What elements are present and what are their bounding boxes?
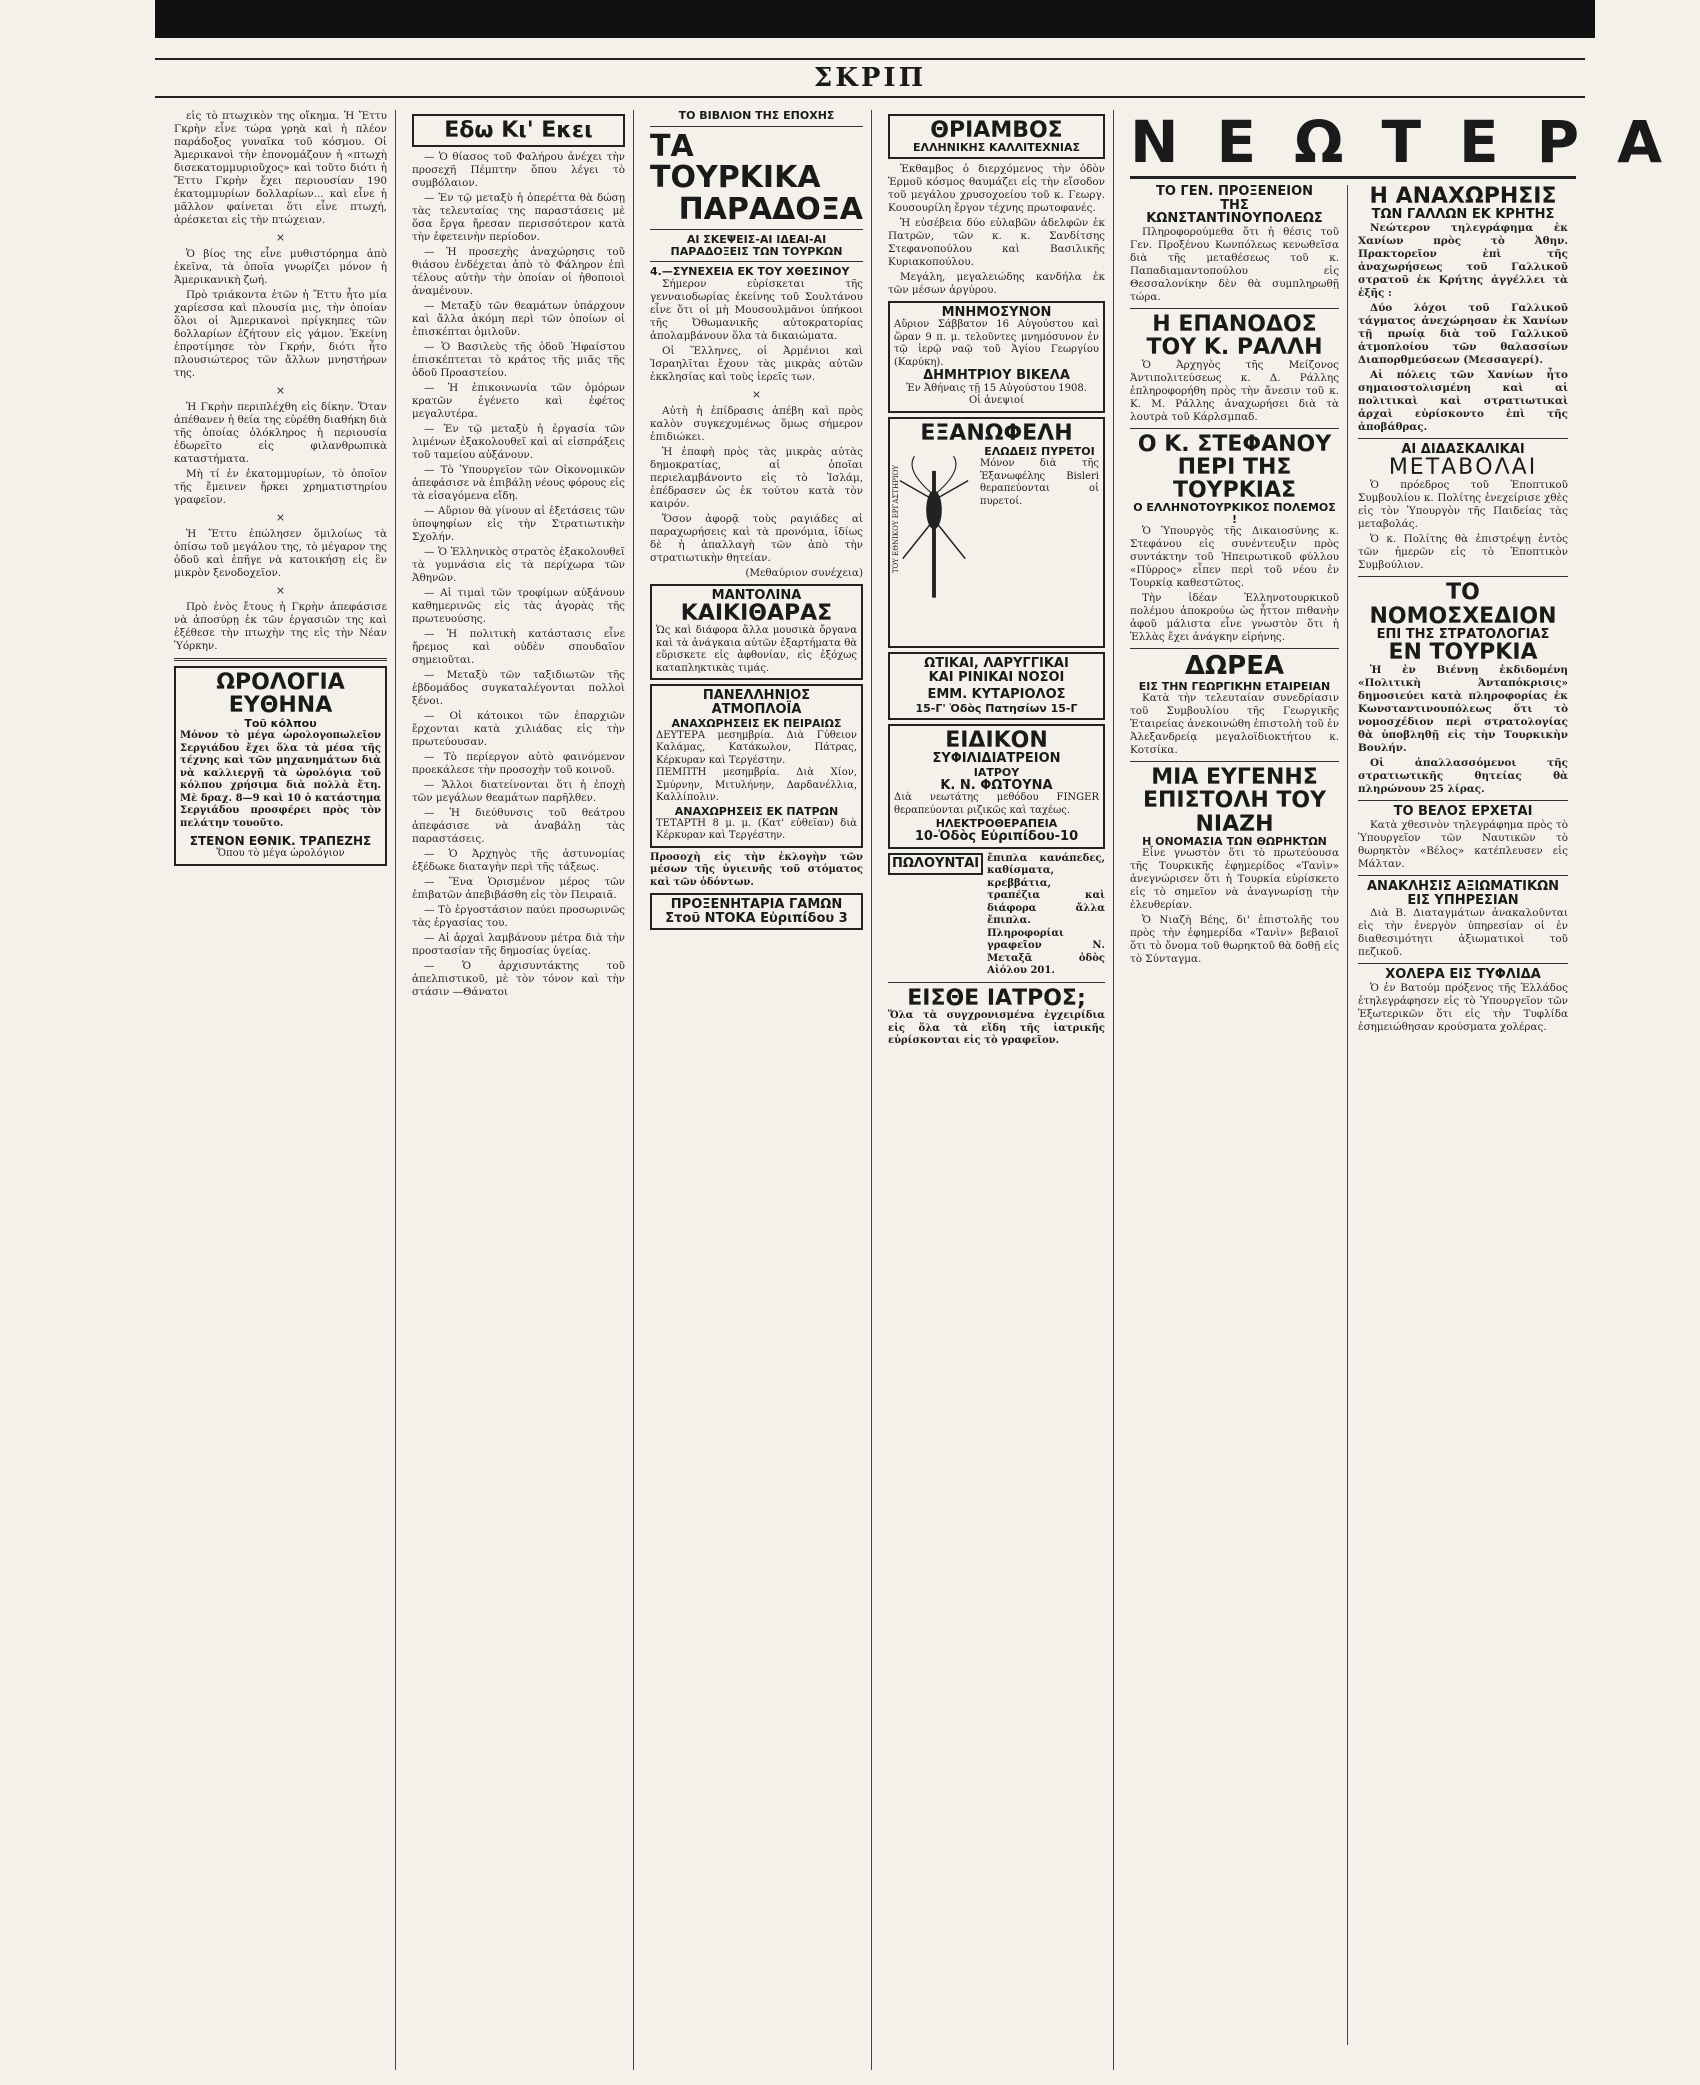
masthead xyxy=(155,58,1585,98)
headline-2: ΕΙΣ ΥΠΗΡΕΣΙΑΝ xyxy=(1407,892,1519,908)
brief: — Ὁ θίασος τοῦ Φαλήρου ἀνέχει τὴν προσεχῆ Πέμπτην ὅπου λέγει τὸ συμβόλαιον. xyxy=(412,151,625,190)
paragraph: Ὁ κ. Πολίτης θὰ ἐπιστρέψῃ ἐντὸς τῶν ἡμερῶν εἰς τὸ Ἐποπτικὸν Συμβούλιον. xyxy=(1358,533,1568,572)
headline-2: ΕΠΙΣΤΟΛΗ ΤΟΥ ΝΙΑΖΗ xyxy=(1142,788,1327,837)
paragraph: Ἡ ἐν Βιέννῃ ἐκδιδομένη «Πολιτικὴ Ἀνταπόκρισις» δημοσιεύει κατὰ πληροφορίας ἐκ Κωνσταντινουπόλεως ὅτι τὸ νομοσχέδιον περὶ στρατολογίας θὰ ὑποβληθῇ εἰς τὴν Τουρκικὴν Βουλήν. xyxy=(1358,664,1568,755)
paragraph: Ἡ Γκρὴν περιπλέχθη εἰς δίκην. Ὅταν ἀπέθανεν ἡ θεία της εὑρέθη διαθήκη διὰ τῆς ὁποίας ὁλόκληρος ἡ περιουσία ἐδωρεῖτο εἰς φιλανθρωπικὰ καταστήματα. xyxy=(174,401,387,465)
divider xyxy=(650,229,863,230)
brief: — Ὁ ἀρχισυντάκτης τοῦ ἀπελπιστικοῦ, μὲ τὸν τόνον καὶ τὴν στάσιν —Θάνατοι xyxy=(412,960,625,999)
mosquito-icon xyxy=(895,449,973,639)
headline-2: ΤΟΥ Κ. ΡΑΛΛΗ xyxy=(1146,335,1323,361)
paragraph: Ὁ Ὑπουργὸς τῆς Δικαιοσύνης κ. Στεφάνου εἰς συνέντευξιν πρὸς συντάκτην τοῦ Ἠπειρωτικοῦ φύλλου «Πύρρος» εἶπεν περὶ τοῦ νέου ἐν Τουρκίᾳ καθεστῶτος. xyxy=(1130,525,1340,590)
divider xyxy=(174,658,387,661)
paragraph: Ἐκθαμβος ὁ διερχόμενος τὴν ὁδὸν Ἑρμοῦ κόσμος θαυμάζει εἰς τὴν εἴσοδον τοῦ μεγάλου χρυσοχοείου τοῦ κ. Γεωργ. Κουσουρίλη ἔργον τέχνης πρωτοφανές. xyxy=(888,162,1105,214)
paragraph: Κατὰ τὴν τελευταίαν συνεδρίασιν τοῦ Συμβουλίου τῆς Γεωργικῆς Ἑταιρείας ἀνεκοινώθη ἐπιστολὴ τοῦ ἐν Ἀλεξανδρείᾳ μεγαλοϊδιοκτήτου κ. Κοτσίκα. xyxy=(1130,692,1340,757)
paragraph: Μεγάλη, μεγαλειώδης κανδήλα ἐκ τῶν μέσων ἀργύρου. xyxy=(888,270,1105,296)
news-subcolumn-2 xyxy=(1358,185,1576,2045)
paragraph: Μὴ τί ἐν ἑκατομμυρίων, τὸ ὁποῖον τῆς ἔμεινεν ἤρκει χρηματιστηρίου γραφεῖον. xyxy=(174,468,387,506)
brief: — Αὔριον θὰ γίνουν αἱ ἐξετάσεις τῶν ὑποψηφίων εἰς τὴν Στρατιωτικὴν Σχολήν. xyxy=(412,505,625,544)
ad-title-2: ΚΑΙ ΡΙΝΙΚΑΙ ΝΟΣΟΙ xyxy=(928,669,1065,685)
brief: — Ἡ πολιτικὴ κατάστασις εἶνε ἤρεμος καὶ οὐδὲν σπουδαῖον σημειοῦται. xyxy=(412,628,625,667)
ad-shipping xyxy=(650,684,863,847)
headline: ΧΟΛΕΡΑ ΕΙΣ ΤΥΦΛΙΔΑ xyxy=(1385,967,1541,983)
headline-2: ΤΗΣ ΚΩΝΣΤΑΝΤΙΝΟΥΠΟΛΕΩΣ xyxy=(1146,197,1323,227)
subheadline: Η ΟΝΟΜΑΣΙΑ ΤΩΝ ΘΩΡΗΚΤΩΝ xyxy=(1142,834,1327,848)
subheadline: ΑΙ ΣΚΕΨΕΙΣ-ΑΙ ΙΔΕΑΙ-ΑΙ ΠΑΡΑΔΟΞΕΙΣ ΤΩΝ ΤΟΥΡΚΩΝ xyxy=(670,233,843,258)
continuation-note: (Μεθαύριον συνέχεια) xyxy=(745,566,863,579)
ad-text: Μόνον τὸ μέγα ὡρολογοπωλεῖον Σεργιάδου ἔχει ὅλα τὰ μέσα τῆς τέχνης καὶ τῶν μηχανημάτων διὰ νὰ καλλιεργῇ τὰ ὡρολόγια τοῦ κόλπου χρήσιμα διὰ πολλὰ ἔτη. Μὲ δραχ. 8—9 καὶ 10 ὁ κατάστημα Σεργιάδου προσφέρει πρὸς τὸν πελάτην τουοῦτο. xyxy=(180,730,381,829)
ad-title-2: ΣΥΦΙΛΙΔΙΑΤΡΕΙΟΝ xyxy=(932,751,1061,767)
latest-news-banner: ΝΕΩΤΕΡΑ xyxy=(1130,110,1576,179)
ad-title: ΕΞΑΝΩΦΕΛΗ xyxy=(920,420,1073,446)
ad-address: Στοῦ ΝΤΟΚΑ Εὐριπίδου 3 xyxy=(665,910,848,926)
divider xyxy=(1358,576,1568,577)
memorial-name: ΔΗΜΗΤΡΙΟΥ ΒΙΚΕΛΑ xyxy=(923,368,1070,384)
separator: × xyxy=(275,231,286,244)
ad-text-2: ΠΕΜΠΤΗ μεσημβρία. Διὰ Χίον, Σμύρνην, Μιτυλήνην, Δαρδανέλλια, Καλλίπολιν. xyxy=(656,767,857,804)
column-latest-news xyxy=(1124,108,1700,2070)
paragraph: Ὁ πρόεδρος τοῦ Ἐποπτικοῦ Συμβουλίου κ. Πολίτης ἐνεχείρισε χθὲς εἰς τὸν Ὑπουργὸν τῆς Παιδείας τὰς μεταβολάς. xyxy=(1358,479,1568,531)
memorial-title: ΜΝΗΜΟΣΥΝΟΝ xyxy=(941,304,1052,320)
paragraph: Σήμερον εὑρίσκεται τῆς γενναιοδωρίας ἐκείνης τοῦ Σουλτάνου εἶνε ὅτι οἱ μὴ Μουσουλμᾶνοι ὑπήκοοι τῆς Ὀθωμανικῆς αὐτοκρατορίας ἀπολαμβάνουν ὅλα τὰ δικαιώματα. xyxy=(650,277,863,342)
brief: — Μεταξὺ τῶν θεαμάτων ὑπάρχουν καὶ ἄλλα ἀκόμη περὶ τῶν ὁποίων οἱ ἐπισκέπται ὁμιλοῦν. xyxy=(412,300,625,339)
subheadline: ΕΙΣ ΤΗΝ ΓΕΩΡΓΙΚΗΝ ΕΤΑΙΡΕΙΑΝ xyxy=(1138,679,1331,693)
kicker: ΤΟ ΒΙΒΛΙΟΝ ΤΗΣ ΕΠΟΧΗΣ xyxy=(678,109,835,122)
brief: — Τὸ ἐργοστάσιον παύει προσωρινῶς τὰς ἐργασίας του. xyxy=(412,904,625,930)
ad-mandolins xyxy=(650,584,863,681)
brief: — Ἐν τῷ μεταξὺ ἡ ἐργασία τῶν λιμένων ἐξακολουθεῖ καὶ αἱ εἰσπράξεις τοῦ ταμείου αὐξάνουν. xyxy=(412,423,625,462)
ad-dental: Προσοχὴ εἰς τὴν ἐκλογὴν τῶν μέσων τῆς ὑγιεινῆς τοῦ στόματος καὶ τῶν ὀδόντων. xyxy=(650,851,863,888)
paragraph: Ὁ Νιαζὴ Βέης, δι' ἐπιστολῆς του πρὸς τὴν ἐφημερίδα «Τανὶν» βεβαιοῖ ὅτι τὸ ὄνομα τοῦ θωρηκτοῦ θὰ δοθῇ εἰς τὸ Σύνταγμα. xyxy=(1130,914,1340,966)
ad-title: ΩΤΙΚΑΙ, ΛΑΡΥΓΓΙΚΑΙ xyxy=(924,656,1069,672)
brief: — Ἕνα Ὁρισμένον μέρος τῶν ἐπιβατῶν ἀπεβιβάσθη εἰς τὸν Πειραιᾶ. xyxy=(412,876,625,902)
column-4 xyxy=(882,110,1114,2070)
ad-stamp-text: ΤΟΥ ΕΘΝΙΚΟΥ ΕΡΓΑΣΤΗΡΙΟΥ xyxy=(892,465,900,574)
article-turkish xyxy=(650,278,863,580)
ad-footer-2: Ὅπου τὸ μέγα ὡρολόγιον xyxy=(216,848,345,860)
brief: — Ὁ Ἐλληνικὸς στρατὸς ἐξακολουθεῖ τὰ γυμνάσια εἰς τὰ περίχωρα τῶν Ἀθηνῶν. xyxy=(412,546,625,585)
ad-name: ΕΜΜ. ΚΥΤΑΡΙΟΛΟΣ xyxy=(927,687,1066,703)
divider xyxy=(1130,648,1339,649)
headline: ΤΟ ΓΕΝ. ΠΡΟΞΕΝΕΙΟΝ xyxy=(1155,184,1314,199)
ad-title-2: ΚΑΙΚΙΘΑΡΑΣ xyxy=(680,601,833,627)
paragraph: Πρὸ ἑνὸς ἔτους ἡ Γκρὴν ἀπεφάσισε νὰ ἀποσύρῃ ἐκ τῶν ἐργασιῶν της καὶ ἐξέθεσε τὴν πτωχὴν της εἰς τὴν Νέαν Ὑόρκην. xyxy=(174,601,387,652)
news-briefs xyxy=(412,151,625,999)
headline-2: ΤΩΝ ΓΑΛΛΩΝ ΕΚ ΚΡΗΤΗΣ xyxy=(1371,207,1555,223)
ad-exanofeli xyxy=(888,417,1105,648)
ad-ent-doctor xyxy=(888,652,1105,720)
paragraph: Δύο λόχοι τοῦ Γαλλικοῦ τάγματος ἀνεχώρησαν ἐκ Χανίων τῇ πρωίᾳ διὰ τοῦ Γαλλικοῦ ἀτμοπλοίου τῶν θαλασσίων Διαπορθμεύσεων (Μεσσαγερί). xyxy=(1358,301,1568,366)
brief: — Τὸ Ὑπουργεῖον τῶν Οἰκονομικῶν ἀπεφάσισε νὰ ἐπιβάλῃ νέους φόρους εἰς τὰ εἰσαγόμενα εἴδη. xyxy=(412,464,625,503)
ad-matchmaker xyxy=(650,893,863,930)
paragraph: Νεώτερον τηλεγράφημα ἐκ Χανίων πρὸς τὸ Ἀθην. Πρακτορεῖον ἐπὶ τῆς ἀναχωρήσεως τοῦ Γαλλικοῦ στρατοῦ ἐκ Κρήτης ἀγγέλλει τὰ ἑξῆς : xyxy=(1358,221,1568,299)
headline: Η ΑΝΑΧΩΡΗΣΙΣ xyxy=(1369,184,1557,209)
paragraph: Ὁ ἐν Βατούμ πρόξενος τῆς Ἑλλάδος ἐτηλεγράφησεν εἰς τὸ Ὑπουργεῖον τῶν Ἐξωτερικῶν ὅτι εἰς τὴν Τυφλίδα ἐσημειώθησαν κρούσματα χολέρας. xyxy=(1358,981,1568,1033)
column-3 xyxy=(644,110,872,2070)
separator: × xyxy=(275,584,286,597)
paragraph: Αἱ πόλεις τῶν Χανίων ἦτο σημαιοστολισμένη καὶ αἱ πολιτικαὶ καὶ στρατιωτικαὶ ἀρχαὶ εὑρίσκοντο ἐπὶ τῆς ἀποβάθρας. xyxy=(1358,368,1568,433)
brief: — Ἡ διεύθυνσις τοῦ θεάτρου ἀπεφάσισε νὰ ἀναβάλῃ τὰς παραστάσεις. xyxy=(412,807,625,846)
headline: ΤΟ ΒΕΛΟΣ ΕΡΧΕΤΑΙ xyxy=(1393,804,1533,820)
ad-clinic xyxy=(888,724,1105,849)
headline-box xyxy=(888,114,1105,159)
ad-title: ΠΩΛΟΥΝΤΑΙ xyxy=(888,853,983,875)
ad-title: ΩΡΟΛΟΓΙΑ ΕΥΘΗΝΑ xyxy=(216,670,345,719)
ad-subtitle-2: ΑΝΑΧΩΡΗΣΕΙΣ ΕΚ ΠΑΤΡΩΝ xyxy=(674,804,839,818)
paragraph: Αὐτὴ ἡ ἐπίδρασις ἀπέβη καὶ πρὸς καλὸν συγκεχυμένως ὅμως σήμερον ἐπιδιώκει. xyxy=(650,404,863,443)
headline: ΤΟ ΝΟΜΟΣΧΕΔΙΟΝ xyxy=(1369,580,1557,629)
separator: × xyxy=(275,384,286,397)
ad-watches xyxy=(174,666,387,866)
paragraph: Ἡ ἐπαφὴ πρὸς τὰς μικρὰς αὐτὰς δημοκρατίας, αἱ ὁποῖαι περιελαμβάνοντο εἰς τὸ Ἰσλάμ, ἐπέδρασεν ὡς ἐκ τούτου κατὰ τὸν καιρόν. xyxy=(650,445,863,510)
paragraph: Ὁ Ἀρχηγὸς τῆς Μείζονος Ἀντιπολιτεύσεως κ. Δ. Ράλλης ἐπληροφορήθη πρὸς τὴν ἄνεσιν τοῦ κ. Κ. Μ. Ράλλης ἀναχωρήσει διὰ τὰ λουτρὰ τοῦ Κάρλσμπαδ. xyxy=(1130,359,1340,424)
divider xyxy=(1358,963,1568,964)
memorial-text: Αὔριον Σάββατον 16 Αὐγούστου καὶ ὥραν 9 π. μ. τελοῦντες μνημόσυνον ἐν τῷ ἱερῷ ναῷ τοῦ Ἁγίου Γεωργίου (Καρύκη). xyxy=(894,319,1099,368)
paragraph: Εἶνε γνωστὸν ὅτι τὸ πρωτεύουσα τῆς Τουρκικῆς ἐφημερίδος «Τανὶν» ἀνεγνώρισεν ὅτι ἡ Τουρκία εὑρίσκετο εἰς τὸ σημεῖον νὰ ἀναγνωρίσῃ τὴν ἐλευθερίαν. xyxy=(1130,847,1340,912)
separator: × xyxy=(275,511,286,524)
brief: — Μεταξὺ τῶν ταξιδιωτῶν τῆς ἑβδομάδος συγκαταλέγονται πολλοὶ ξένοι. xyxy=(412,669,625,708)
headline-2: ΠΕΡΙ ΤΗΣ ΤΟΥΡΚΙΑΣ xyxy=(1172,455,1297,504)
ad-text: ΔΕΥΤΕΡΑ μεσημβρία. Διὰ Γύθειον Καλάμας, Κατάκωλον, Πάτρας, Κέρκυραν καὶ Τεργέστην. xyxy=(656,729,857,766)
divider xyxy=(888,982,1105,983)
memorial-notice xyxy=(888,301,1105,413)
article-green xyxy=(174,110,387,653)
paragraph: Οἱ Ἕλληνες, οἱ Ἀρμένιοι καὶ Ἰσραηλῖται ἔχουν τὰς μικρὰς αὐτῶν ἐκκλησίας καὶ τοὺς ἱερεῖς των. xyxy=(650,344,863,383)
newspaper-page xyxy=(168,108,1700,2070)
paragraph: Πληροφορούμεθα ὅτι ἡ θέσις τοῦ Γεν. Προξένου Κωνπόλεως κενωθεῖσα διὰ τῆς μεταθέσεως τοῦ κ. Παπαδιαμαντοπούλου εἰς Θεσσαλονίκην δὲν θὰ συμπληρωθῇ τώρα. xyxy=(1130,225,1340,303)
paragraph: Πρὸ τριάκοντα ἐτῶν ἡ Ἔττυ ἦτο μία χαρίεσσα καὶ πλουσία μις, τὴν ὁποίαν ὅλοι οἱ Ἀμερικανοὶ πρίγκηπες τῶν δολλαρίων ἐζήτουν εἰς γάμον. Ἐκείνη ἐπροτίμησε τὸν Γκρήν, διότι ἦτο πλουσιώτερος τῶν ἄλλων μνηστήρων της. xyxy=(174,289,387,379)
ad-subtitle: ΕΛΩΔΕΙΣ ΠΥΡΕΤΟΙ xyxy=(984,445,1095,459)
memorial-signature: Οἱ ἀνεψιοί xyxy=(968,395,1024,407)
divider xyxy=(650,261,863,262)
article-triumph xyxy=(888,163,1105,297)
brief: — Ἄλλοι διατείνονται ὅτι ἡ ἐποχὴ τῶν μεγάλων θεαμάτων παρῆλθεν. xyxy=(412,779,625,805)
ad-text: ἔπιπλα κανάπεδες, καθίσματα, κρεββάτια, τραπέζια καὶ διάφορα ἄλλα ἔπιπλα. Πληροφορίαι γραφεῖον Ν. Μεταξᾶ ὁδὸς Αἰόλου 201. xyxy=(987,852,1105,977)
ad-subtitle: ΙΑΤΡΟΥ xyxy=(973,765,1020,779)
headline: Ο Κ. ΣΤΕΦΑΝΟΥ xyxy=(1137,432,1332,458)
ad-text-doctor: Ὅλα τὰ συγχρονισμένα ἐγχειρίδια εἰς ὅλα τὰ εἴδη τῆς ἰατρικῆς εὑρίσκονται εἰς τὸ γραφεῖον. xyxy=(888,1010,1105,1047)
paragraph: Διὰ Β. Διαταγμάτων ἀνακαλοῦνται εἰς τὴν ἐνεργὸν ὑπηρεσίαν οἱ ἐν διαθεσιμότητι ἀξιωματικοὶ τοῦ πεζικοῦ. xyxy=(1358,907,1568,959)
section-header xyxy=(412,114,625,147)
brief: — Ἐν τῷ μεταξὺ ἡ ὀπερέττα θὰ δώσῃ τὰς τελευταίας της παραστάσεις μὲ ὅσα ἔργα ἤρεσαν περισσότερον κατὰ τὴν ἐφετεινὴν περίοδον. xyxy=(412,192,625,244)
headline-3: ΕΝ ΤΟΥΡΚΙΑ xyxy=(1388,640,1538,666)
headline-2: ΠΑΡΑΔΟΞΑ xyxy=(678,191,863,227)
mosquito-illustration xyxy=(894,445,974,643)
ad-title: ΕΙΔΙΚΟΝ xyxy=(945,727,1048,753)
brief: — Τὸ περίεργον αὐτὸ φαινόμενον προεκάλεσε τὴν προσοχὴν τοῦ κοινοῦ. xyxy=(412,751,625,777)
brief: — Αἱ τιμαὶ τῶν τροφίμων αὐξάνουν καθημερινῶς εἰς τὰς ἀγορὰς τῆς πρωτευούσης. xyxy=(412,587,625,626)
headline-1: ΤΑ ΤΟΥΡΚΙΚΑ xyxy=(650,128,821,196)
ad-footer: ΣΤΕΝΟΝ ΕΘΝΙΚ. ΤΡΑΠΕΖΗΣ xyxy=(189,834,372,849)
headline: ΘΡΙΑΜΒΟΣ xyxy=(930,118,1063,143)
ad-title: ΠΑΝΕΛΛΗΝΙΟΣ ΑΤΜΟΠΛΟΪΑ xyxy=(702,688,811,718)
paragraph: εἰς τὸ πτωχικὸν της οἴκημα. Ἡ Ἔττυ Γκρὴν εἶνε τώρα γρηὰ καὶ ἡ πλέον παράδοξος γυναῖκα τοῦ κόσμου. Οἱ Ἀμερικανοὶ τὴν ἐπονομάζουν ἡ «πτωχὴ δισεκατομμυριοῦχος» καὶ τοῦτο διότι ἡ Ἔττυ Γκρὴν ἔχει περιουσίαν 190 ἑκατομμυρίων δολλαρίων... καὶ εἶνε ἡ μᾶλλον φαίνεται ὅτι εἶνε πτωχή, ἀρέσκεται εἰς τὴν πτώχειαν. xyxy=(174,110,387,226)
ad-text: Ὡς καὶ διάφορα ἄλλα μουσικὰ ὄργανα καὶ τὰ ἀνάγκαια αὐτῶν ἐξαρτήματα θὰ εὕρισκετε εἰς ἀφθονίαν, εἰς ἐξόχως καταπληκτικὰς τιμάς. xyxy=(656,625,857,674)
divider xyxy=(1130,308,1339,309)
divider xyxy=(1130,761,1339,762)
divider xyxy=(1130,428,1339,429)
ad-title: ΠΡΟΞΕΝΗΤΑΡΙΑ ΓΑΜΩΝ xyxy=(670,897,843,913)
paragraph: Τὴν ἰδέαν Ἑλληνοτουρκικοῦ πολέμου ἀποκρούω ὡς ἦττον πιθανὴν ἀφοῦ μάλιστα εἶνε γνωστὸν ὅτι ἡ Ἑλλὰς ἔχει ἀνάγκην εἰρήνης. xyxy=(1130,592,1340,644)
headline-2: ΜΕΤΑΒΟΛΑΙ xyxy=(1388,455,1538,481)
newspaper-name: ΣΚΡΙΠ xyxy=(813,63,927,93)
divider xyxy=(650,126,863,127)
paragraph: Ἡ Ἔττυ ἐπώλησεν ὅμιλοίως τὰ ὀπίσω τοῦ μεγάλου της, τὸ μέγαρον της ὁδοῦ καὶ ἐπῆγε νὰ κατοικήσῃ εἰς ἓν μικρὸν ξενοδοχεῖον. xyxy=(174,528,387,579)
memorial-date: Ἐν Ἀθήναις τῇ 15 Αὐγούστου 1908. xyxy=(906,382,1087,394)
ad-subtitle-2: ΗΛΕΚΤΡΟΘΕΡΑΠΕΙΑ xyxy=(935,817,1058,831)
separator: × xyxy=(751,387,762,401)
ad-subtitle: Τοῦ κόλπου xyxy=(244,717,317,731)
ad-title-doctor: ΕΙΣΘΕ ΙΑΤΡΟΣ; xyxy=(907,985,1086,1011)
headline: ΑΝΑΚΛΗΣΙΣ ΑΞΙΩΜΑΤΙΚΩΝ xyxy=(1367,879,1560,895)
paragraph: Οἱ ἀπαλλασσόμενοι τῆς στρατιωτικῆς θητείας θὰ πληρώνουν 25 λίρας. xyxy=(1358,757,1568,796)
headline-2: ΕΠΙ ΤΗΣ ΣΤΡΑΤΟΛΟΓΙΑΣ xyxy=(1376,626,1550,642)
brief: — Οἱ κάτοικοι τῶν ἐπαρχιῶν ἔρχονται κατὰ χιλιάδας εἰς τὴν πρωτεύουσαν. xyxy=(412,710,625,749)
divider xyxy=(1358,875,1568,876)
ad-address: 15-Γ' Ὁδὸς Πατησίων 15-Γ xyxy=(915,701,1078,715)
ad-address: 10-Ὁδὸς Εὐριπίδου-10 xyxy=(914,829,1079,845)
ad-doctor-name: Κ. Ν. ΦΩΤΟΥΝΑ xyxy=(940,777,1053,793)
brief: — Ὁ Ἀρχηγὸς τῆς ἀστυνομίας ἐξέδωκε διαταγὴν περὶ τῆς τάξεως. xyxy=(412,848,625,874)
paragraph: Ὅσον ἀφορᾷ τοὺς ραγιάδες αἱ παραχωρήσεις καὶ τὰ προνόμια, ἰδίως δὲ ἡ ἀπαλλαγὴ τῶν ἀπὸ τὴν στρατιωτικὴν θητείαν. xyxy=(650,512,863,564)
top-dark-band xyxy=(155,0,1595,38)
brief: — Ἡ ἐπικοινωνία τῶν ὁμόρων κρατῶν ἐγένετο καὶ ἐφέτος μεγαλυτέρα. xyxy=(412,382,625,421)
section-title: Εδω Κι' Εκει xyxy=(444,118,593,143)
headline: ΜΙΑ ΕΥΓΕΝΗΣ xyxy=(1151,765,1318,791)
ad-text: Διὰ νεωτάτης μεθόδου FINGER θεραπεύονται ριζικῶς καὶ ταχέως. xyxy=(894,792,1099,816)
paragraph: Ἡ εὐσέβεια δύο εὐλαβῶν ἀδελφῶν ἐκ Πατρῶν, τῶν κ. κ. Σανδίτσης Στεφανοπούλου καὶ Βασιλικῆς Κυριακοπούλου. xyxy=(888,216,1105,268)
brief: — Ὁ Βασιλεὺς τῆς ὁδοῦ Ἡφαίστου ἐπισκέπτεται τὸ κράτος τῆς μιᾶς τῆς ὁδοῦ Προαστείου. xyxy=(412,341,625,380)
ad-text-3: ΤΕΤΑΡΤΗ 8 μ. μ. (Κατ' εὐθεῖαν) διὰ Κέρκυραν καὶ Τεργέστην. xyxy=(656,817,857,842)
ad-title: ΜΑΝΤΟΛΙΝΑ xyxy=(711,587,802,603)
headline-sub: ΕΛΛΗΝΙΚΗΣ ΚΑΛΛΙΤΕΧΝΙΑΣ xyxy=(912,141,1081,155)
ad-for-sale xyxy=(888,853,1105,978)
column-2 xyxy=(406,110,634,2070)
brief: — Ἡ προσεχὴς ἀναχώρησις τοῦ θιάσου ἐνδέχεται ἀπὸ τὸ Φάληρον ἐπὶ τέλους αὐτὴν τὴν ὁποίαν οἱ ἠθοποιοὶ ἀναμένουν. xyxy=(412,246,625,298)
column-1 xyxy=(168,110,396,2070)
divider xyxy=(1358,438,1568,439)
paragraph: Ὁ βίος της εἶνε μυθιστόρημα ἀπὸ ἐκεῖνα, τὰ ὁποῖα γνωρίζει μόνον ἡ Ἀμερικανικὴ ζωή. xyxy=(174,248,387,286)
headline: ΔΩΡΕΑ xyxy=(1184,651,1285,682)
ad-subtitle: ΑΝΑΧΩΡΗΣΕΙΣ ΕΚ ΠΕΙΡΑΙΩΣ xyxy=(671,716,842,730)
ad-text: Μόνον διὰ τῆς Ἐξανωφέλης Bisleri θεραπεύονται οἱ πυρετοί. xyxy=(980,458,1099,507)
news-subcolumn-1 xyxy=(1130,185,1348,2045)
subheadline: Ο ΕΛΛΗΝΟΤΟΥΡΚΙΚΟΣ ΠΟΛΕΜΟΣ ! xyxy=(1133,501,1336,526)
divider xyxy=(1358,800,1568,801)
section-label: 4.—ΣΥΝΕΧΕΙΑ ΕΚ ΤΟΥ ΧΘΕΣΙΝΟΥ xyxy=(650,265,850,279)
paragraph: Κατὰ χθεσινὸν τηλεγράφημα πρὸς τὸ Ὑπουργεῖον τῶν Ναυτικῶν τὸ θωρηκτὸν «Βέλος» κατέπλευσεν εἰς Μάλταν. xyxy=(1358,819,1568,871)
headline: ΑΙ ΔΙΔΑΣΚΑΛΙΚΑΙ xyxy=(1401,441,1525,457)
brief: — Αἱ ἀρχαὶ λαμβάνουν μέτρα διὰ τὴν προστασίαν τῆς δημοσίας ὑγείας. xyxy=(412,932,625,958)
headline: Η ΕΠΑΝΟΔΟΣ xyxy=(1152,311,1317,337)
